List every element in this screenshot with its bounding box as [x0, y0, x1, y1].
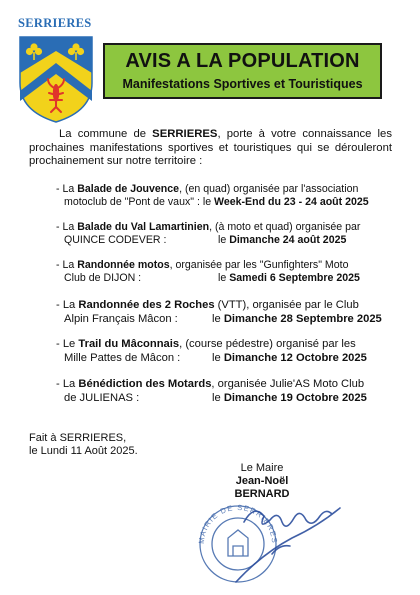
event-item: - Le Trail du Mâconnais, (course pédestre) organisé par les Mille Pattes de Mâcon : le Dimanche 12 Octobre 2025 [56, 338, 367, 364]
page-subtitle: Manifestations Sportives et Touristiques [122, 77, 363, 91]
closing-place: Fait à SERRIERES, [29, 432, 127, 444]
official-stamp-icon [172, 494, 352, 590]
intro-paragraph: La commune de SERRIERES, porte à votre connaissance les prochaines manifestations sportives et touristiques qui se dérouleront prochainement sur notre territoire : [29, 128, 392, 168]
town-name: SERRIERES [18, 16, 92, 30]
closing-place-date [29, 432, 138, 458]
intro-town: SERRIERES [152, 128, 218, 140]
event-item: - La Randonnée des 2 Roches (VTT), organisée par le Club Alpin Français Mâcon : le Dimanche 28 Septembre 2025 [56, 299, 382, 325]
event-item: - La Bénédiction des Motards, organisée Julie'AS Moto Club de JULIENAS : le Dimanche 19 Octobre 2025 [56, 378, 367, 404]
signatory-name: Jean-Noël BERNARD [234, 475, 290, 500]
signatory-role: Le Maire [240, 462, 284, 474]
event-item: - La Balade de Jouvence, (en quad) organisée par l'association motoclub de "Pont de vaux" : le Week-End du 23 - 24 août 2025 [56, 183, 369, 208]
event-item: - La Randonnée motos, organisée par les "Gunfighters" Moto Club de DIJON : le Samedi 6 Septembre 2025 [56, 259, 360, 284]
event-item: - La Balade du Val Lamartinien, (à moto et quad) organisée par QUINCE CODEVER : le Dimanche 24 août 2025 [56, 221, 361, 246]
page-title: AVIS A LA POPULATION [125, 50, 360, 72]
title-banner [103, 43, 382, 99]
coat-of-arms-icon [16, 33, 96, 125]
svg-text:MAIRIE DE SERRIERES: MAIRIE DE SERRIERES [196, 502, 280, 545]
closing-date: le Lundi 11 Août 2025. [29, 445, 138, 457]
